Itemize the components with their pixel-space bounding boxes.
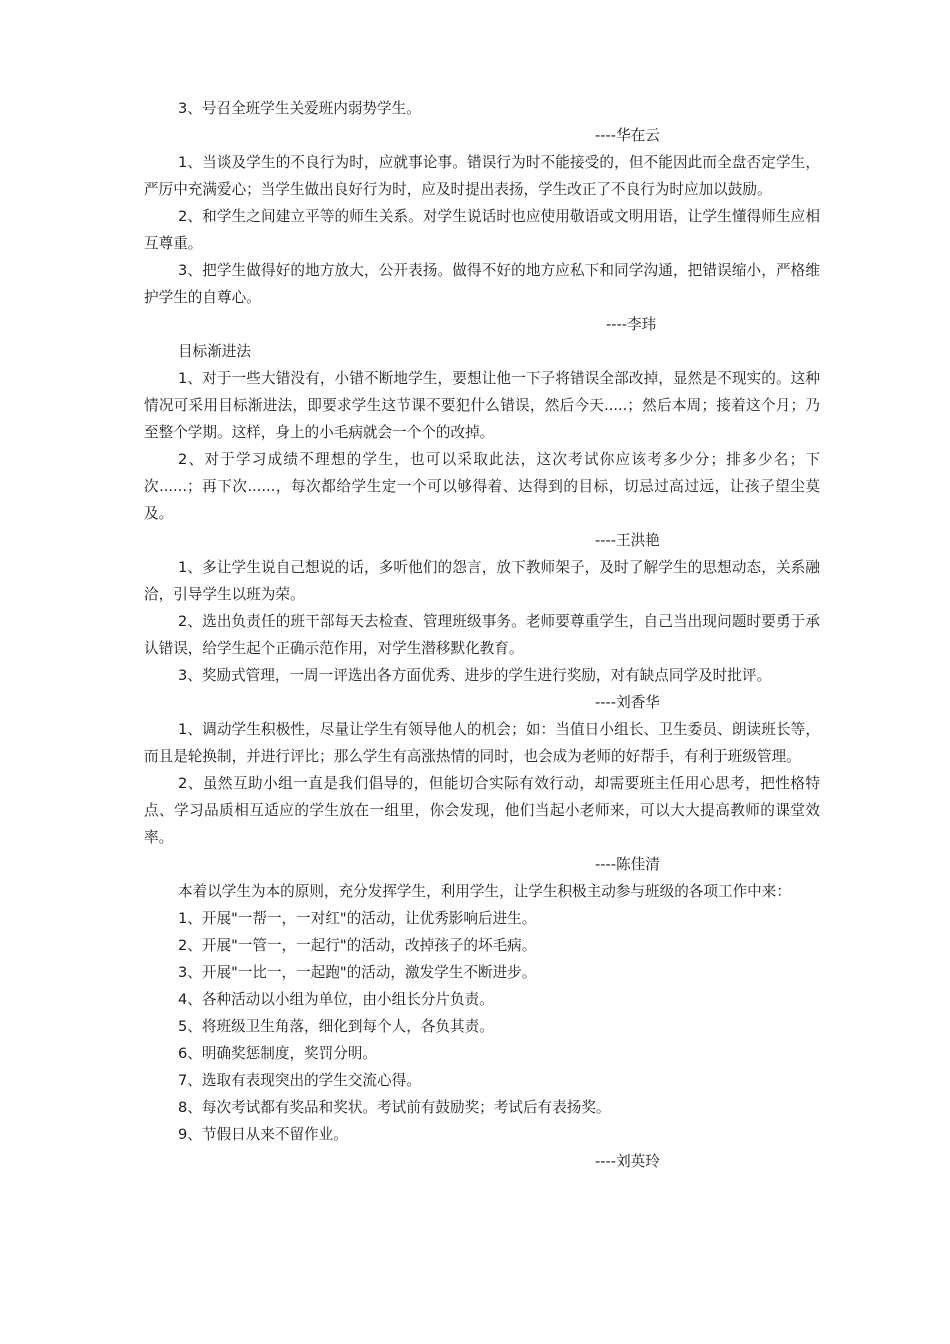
list-item: 7、选取有表现突出的学生交流心得。 bbox=[178, 1072, 421, 1089]
paragraph: 3、奖励式管理，一周一评选出各方面优秀、进步的学生进行奖励，对有缺点同学及时批评。 bbox=[178, 667, 772, 684]
list-item: 6、明确奖惩制度，奖罚分明。 bbox=[178, 1045, 378, 1062]
paragraph: 1、多让学生说自己想说的话，多听他们的怨言，放下教师架子，及时了解学生的思想动态，关系融洽，引导学生以班为荣。 bbox=[144, 559, 820, 603]
author-signature: ----王洪艳 bbox=[595, 532, 660, 549]
paragraph: 2、对于学习成绩不理想的学生，也可以采取此法，这次考试你应该考多少分；排多少名；下次......；再下次......，每次都给学生定一个可以够得着、达得到的目标，切忌过高过远，让孩子望尘莫及。 bbox=[144, 451, 820, 522]
author-signature: ----刘香华 bbox=[595, 694, 660, 711]
author-signature: ----华在云 bbox=[595, 127, 660, 144]
author-signature: ----李玮 bbox=[606, 316, 657, 333]
list-item: 4、各种活动以小组为单位，由小组长分片负责。 bbox=[178, 991, 494, 1008]
paragraph: 1、对于一些大错没有，小错不断地学生，要想让他一下子将错误全部改掉，显然是不现实的。这种情况可采用目标渐进法，即要求学生这节课不要犯什么错误，然后今天.....；然后本周；接着这个月；乃至整个学期。这样，身上的小毛病就会一个个的改掉。 bbox=[144, 370, 820, 441]
list-item: 9、节假日从来不留作业。 bbox=[178, 1126, 348, 1143]
author-signature: ----刘英玲 bbox=[595, 1153, 660, 1170]
paragraph: 2、选出负责任的班干部每天去检查、管理班级事务。老师要尊重学生，自己当出现问题时要勇于承认错误，给学生起个正确示范作用，对学生潜移默化教育。 bbox=[144, 613, 820, 657]
paragraph: 1、当谈及学生的不良行为时，应就事论事。错误行为时不能接受的，但不能因此而全盘否定学生，严厉中充满爱心；当学生做出良好行为时，应及时提出表扬，学生改正了不良行为时应加以鼓励。 bbox=[144, 154, 820, 198]
paragraph: 3、号召全班学生关爱班内弱势学生。 bbox=[178, 100, 421, 117]
list-item: 3、开展"一比一，一起跑"的活动，激发学生不断进步。 bbox=[178, 964, 537, 981]
list-item: 5、将班级卫生角落，细化到每个人，各负其责。 bbox=[178, 1018, 494, 1035]
paragraph: 2、虽然互助小组一直是我们倡导的，但能切合实际有效行动，却需要班主任用心思考，把性格特点、学习品质相互适应的学生放在一组里，你会发现，他们当起小老师来，可以大大提高教师的课堂效率。 bbox=[144, 775, 820, 846]
author-signature: ----陈佳清 bbox=[595, 856, 660, 873]
list-item: 8、每次考试都有奖品和奖状。考试前有鼓励奖；考试后有表扬奖。 bbox=[178, 1099, 611, 1116]
document-body bbox=[144, 95, 820, 1175]
paragraph: 2、和学生之间建立平等的师生关系。对学生说话时也应使用敬语或文明用语，让学生懂得师生应相互尊重。 bbox=[144, 208, 820, 252]
paragraph: 本着以学生为本的原则，充分发挥学生，利用学生，让学生积极主动参与班级的各项工作中来： bbox=[178, 883, 791, 900]
list-item: 1、开展"一帮一，一对红"的活动，让优秀影响后进生。 bbox=[178, 910, 537, 927]
section-heading: 目标渐进法 bbox=[178, 343, 251, 360]
paragraph: 1、调动学生积极性，尽量让学生有领导他人的机会；如：当值日小组长、卫生委员、朗读班长等，而且是轮换制，并进行评比；那么学生有高涨热情的同时，也会成为老师的好帮手，有利于班级管理。 bbox=[144, 721, 820, 765]
list-item: 2、开展"一管一，一起行"的活动，改掉孩子的坏毛病。 bbox=[178, 937, 537, 954]
paragraph: 3、把学生做得好的地方放大，公开表扬。做得不好的地方应私下和同学沟通，把错误缩小，严格维护学生的自尊心。 bbox=[144, 262, 820, 306]
